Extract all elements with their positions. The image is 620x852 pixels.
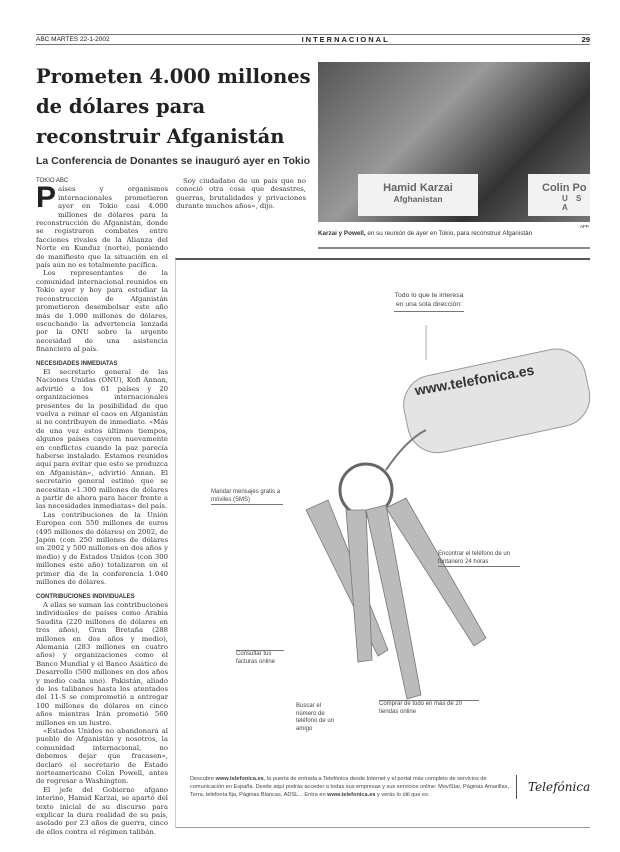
section-title: INTERNACIONAL [301,35,390,44]
plate-name: Hamid Karzai [383,182,453,194]
ad-tagline: Todo lo que te interesa en una sola dirección: [394,292,464,312]
paragraph: Los representantes de la comunidad internacional reunidos en Tokio ayer y hoy para estudiar la reconstrucción de Afganistán prometieron desembolsar este año más de 1.000 millones de dólares, escuchando la advertencia lanzada por la ONU sobre la urgente necesidad de una asistencia financiera al país. [36,269,168,354]
callout-facturas: Consultar tus facturas online [236,650,284,666]
footer-text: Descubre [190,776,216,782]
name-plate-powell [528,174,590,216]
news-photo [318,62,590,222]
dateline: TOKIO ABC [36,178,69,184]
article-column-1 [36,177,169,836]
page-number: 29 [581,35,590,44]
footer-link: www.telefonica.es [215,776,264,782]
drop-cap: P [36,181,57,215]
plate-country: Afghanistan [393,194,443,204]
header-date: ABC MARTES 22-1-2002 [36,36,110,43]
tag-url: www.telefonica.es [413,361,536,399]
paragraph: El secretario general de las Naciones Unidas (ONU), Kofi Annan, advirtió a los 61 países y 20 organizaciones internacionales presentes de la posibilidad de que vuelva a reinar el caos en Afganistán si no contribuyen de inmediato. «Más de una vez estos últimos tiempos, algunos países cayeron nuevamente en conflictos cuando la paz parecía haberse instalado. Estamos reunidos aquí para evitar que esto se produzca en Afganistán», advirtió Annan. El secretario general estimó que se necesitan «1.300 millones de dólares a partir de ahora para hacer frente a las necesidades inmediatas» del país. [36,367,168,511]
article-column-2 [176,177,306,249]
callout-sms: Mandar mensajes gratis a móviles (SMS) [211,489,283,505]
callout-fontanero: Encontrar el teléfono de un fontanero 24 horas [438,551,520,567]
divider [318,247,590,249]
caption-text: en su reunión de ayer en Tokio, para reconstruir Afganistán [365,230,533,237]
subhead: CONTRIBUCIONES INDIVIDUALES [36,593,135,600]
name-plate-karzai [358,174,478,216]
paragraph: aíses y organismos internacionales prometieron ayer en Tokio casi 4.000 millones de dólares para la reconstrucción de Afganistán, donde se registraron combates entre facciones rivales de la Alianza del Norte en Kunduz (norte), poniendo de manifiesto que la situación en el país aún no es totalmente pacífica. [36,185,168,270]
footer-text: y verás lo útil que es. [375,792,430,798]
callout-amigo: Buscar el número de teléfono de un amigo [296,703,335,732]
paragraph: Soy ciudadano de un país que no conoció otra cosa que desastres, guerras, brutalidades y privaciones durante muchos años», dijo. [176,177,306,211]
plate-country: U S A [562,194,585,212]
footer-link: www.telefonica.es [327,792,376,798]
subheadline: La Conferencia de Donantes se inauguró ayer en Tokio [36,155,311,167]
footer-text: , la puerta de entrada a Telefónica desde Internet y el portal más completo de servicios de comunicación en España. Desde aquí podrás acceder a todas sus empresas y sus servicios online: MoviStar, Páginas Amarillas, Terra, telefonía fija, Páginas Blancas, ADSL... Entra en [190,776,510,798]
subhead: NECESIDADES INMEDIATAS [36,360,118,367]
telefonica-logo: Telefónica [528,780,591,794]
divider [516,775,517,799]
plate-name: Colin Po [542,182,587,194]
caption-bold: Karzai y Powell, [318,230,366,237]
headline: Prometen 4.000 millones de dólares para reconstruir Afganistán [36,65,311,148]
paragraph: «Estados Unidos no abandonará al pueblo de Afganistán y nosotros, la comunidad internacional, no debemos dejar que fracasen», declaró el secretario de Estado norteamericano Colin Powell, antes de regresar a Washington. [36,727,168,786]
paragraph: Las contribuciones de la Unión Europea con 550 millones de euros (495 millones de dólares) en 2002, de Japón (con 250 millones de dólares en 2002 y 500 millones en dos años y medio) y de Estados Unidos (con 300 millones este año) totalizaron en el primer día de la conferencia 1.040 millones de dólares. [36,510,169,587]
paragraph: El jefe del Gobierno afgano interino, Hamid Karzai, se apartó del texto inicial de su discurso para explicar la dura realidad de su país, asolado por 23 años de guerra, cinco de ellos contra el régimen talibán. [36,785,168,836]
photo-credit: AFP [580,224,589,229]
page-header [36,34,590,45]
callout-tiendas: Comprar de todo en más de 20 tiendas online [379,700,479,716]
telefonica-advertisement [175,258,590,828]
ad-footer-text [190,775,510,799]
paragraph: A ellas se suman las contribuciones individuales de países como Arabia Saudita (220 millones de dólares en tres años), Gran Bretaña (288 millones en dos años y medio), Alemania (283 millones en cuatro años) y organizaciones como el Banco Mundial y el Banco Asiático de Desarrollo (500 millones en dos años y medio cada uno). Pakistán, aliado de los talibanes hasta los atentados del 11-S se comprometió a entregar 100 millones de dólares en cinco años mientras Irán prometió 560 millones en un lustro. [36,600,168,727]
photo-caption [318,230,590,237]
